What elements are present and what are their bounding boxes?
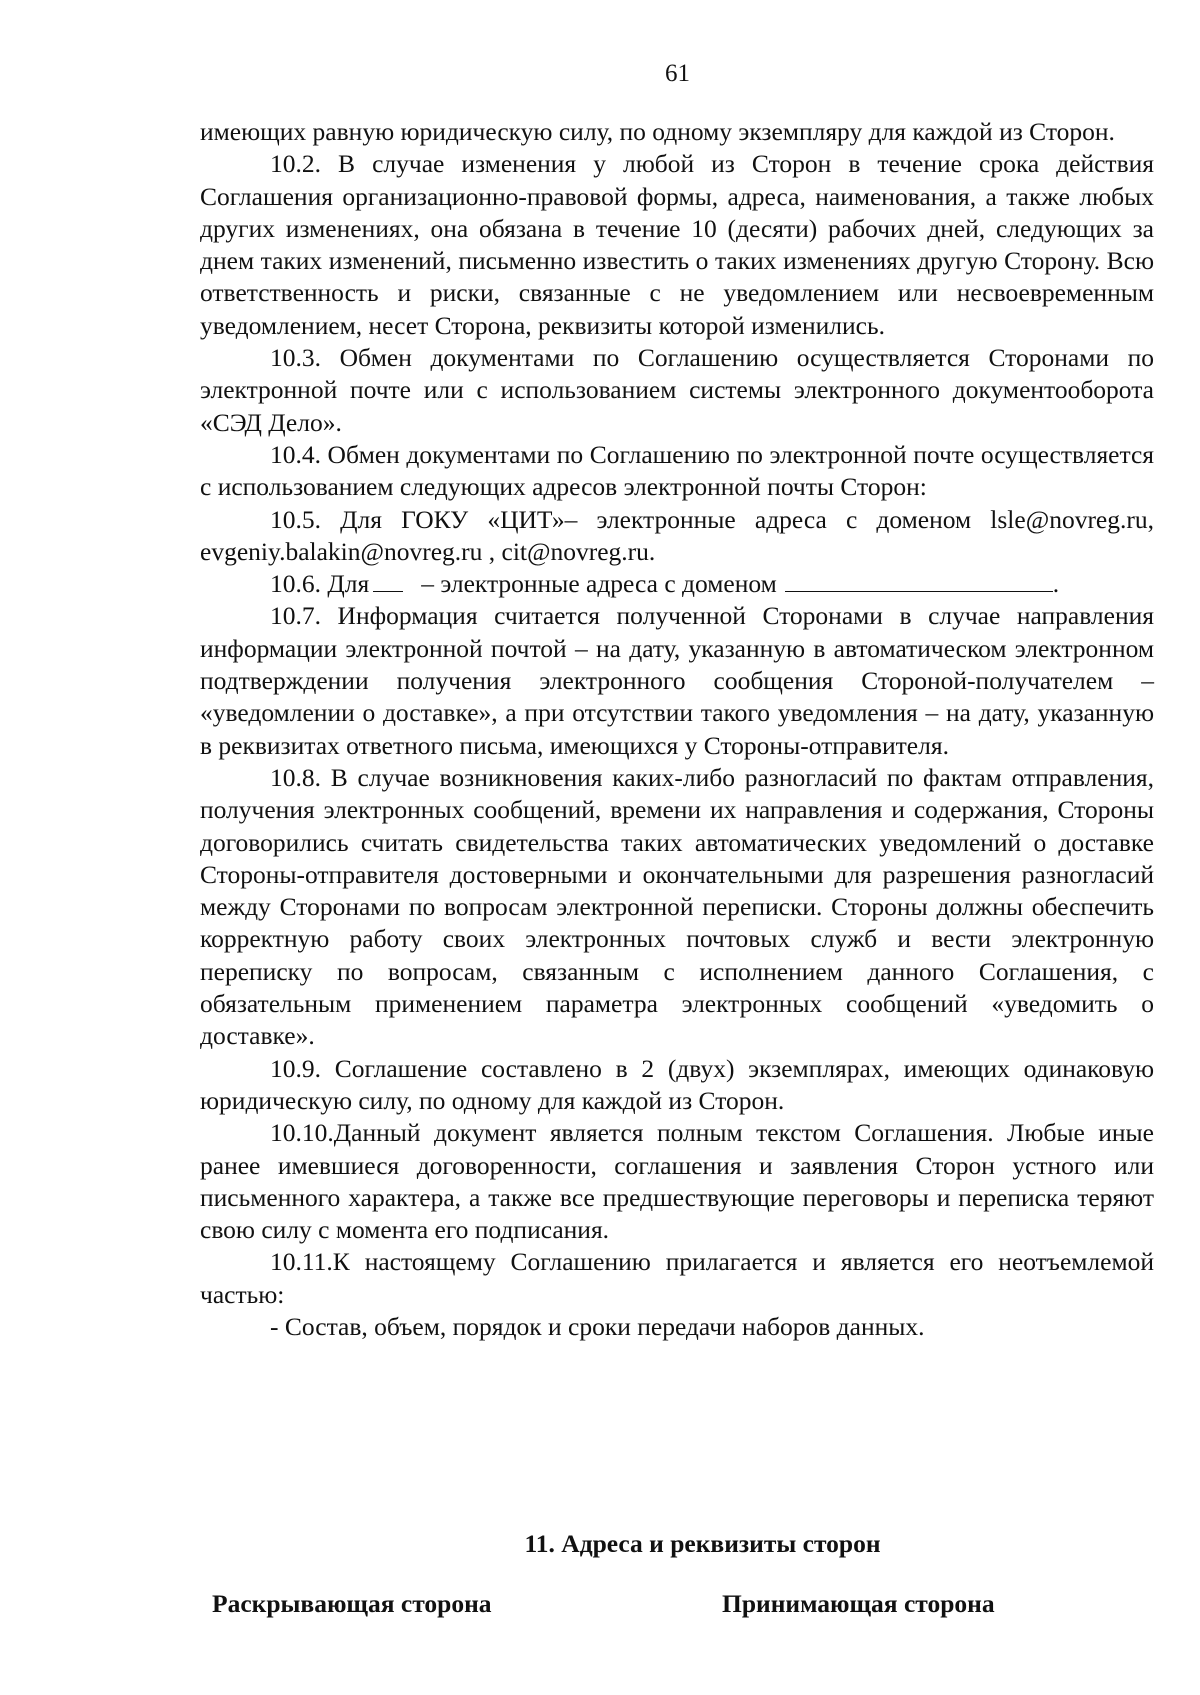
disclosing-party-heading: Раскрывающая сторона (212, 1589, 492, 1618)
receiving-party-heading: Принимающая сторона (722, 1589, 995, 1618)
paragraph-10-6-prefix: 10.6. Для (270, 569, 370, 599)
paragraph-continuation: имеющих равную юридическую силу, по одному экземпляру для каждой из Сторон. (200, 117, 1115, 146)
paragraph-10-8: 10.8. В случае возникновения каких-либо разногласий по фактам отправления, получения электронных сообщений, времени их направления и содержания, Стороны договорились считать свидетельства таких автоматических уведомлений о доставке Стороны-отправителя достоверными и окончательными для разрешения разногласий между Сторонами по вопросам электронной переписки. Стороны должны обеспечить корректную работу своих электронных почтовых служб и вести электронную переписку по вопросам, связанным с исполнением данного Соглашения, с обязательным применением параметра электронных сообщений «уведомить о доставке». (200, 762, 1154, 1051)
page-number: 61 (665, 60, 690, 87)
paragraph-10-10: 10.10.Данный документ является полным текстом Соглашения. Любые иные ранее имевшиеся договоренности, соглашения и заявления Сторон устного или письменного характера, а также все предшествующие переговоры и переписка теряют свою силу с момента его подписания. (200, 1118, 1154, 1245)
paragraph-10-6-middle: – электронные адреса с доменом (421, 569, 777, 599)
paragraph-10-4: 10.4. Обмен документами по Соглашению по электронной почте осуществляется с использованием следующих адресов электронной почты Сторон: (200, 439, 1154, 502)
document-body (200, 116, 1154, 1343)
paragraph-10-6 (200, 568, 1154, 600)
paragraph-10-9: 10.9. Соглашение составлено в 2 (двух) экземплярах, имеющих одинаковую юридическую силу, по одному для каждой из Сторон. (200, 1053, 1154, 1115)
paragraph-10-3: 10.3. Обмен документами по Соглашению осуществляется Сторонами по электронной почте или с использованием системы электронного документооборота «СЭД Дело». (200, 343, 1154, 437)
paragraph-10-2: 10.2. В случае изменения у любой из Сторон в течение срока действия Соглашения организационно-правовой формы, адреса, наименования, а также любых других изменениях, она обязана в течение 10 (десяти) рабочих дней, следующих за днем таких изменений, письменно известить о таких изменениях другую Сторону. Всю ответственность и риски, связанные с не уведомлением или несвоевременным уведомлением, несет Сторона, реквизиты которой изменились. (200, 149, 1154, 340)
section-heading: 11. Адреса и реквизиты сторон (524, 1529, 881, 1558)
paragraph-10-6-suffix: . (1052, 569, 1060, 599)
paragraph-10-7: 10.7. Информация считается полученной Сторонами в случае направления информации электронной почтой – на дату, указанную в автоматическом электронном подтверждении получения электронного сообщения Стороной-получателем – «уведомлении о доставке», а при отсутствии такого уведомления – на дату, указанную в реквизитах ответного письма, имеющихся у Стороны-отправителя. (200, 601, 1154, 760)
paragraph-10-5: 10.5. Для ГОКУ «ЦИТ»– электронные адреса с доменом lsle@novreg.ru, evgeniy.balakin@novreg.ru , cit@novreg.ru. (200, 504, 1154, 566)
paragraph-10-11: 10.11.К настоящему Соглашению прилагается и является его неотъемлемой частью: (200, 1247, 1154, 1309)
blank-line-party (373, 569, 403, 592)
blank-line-domain (785, 569, 1053, 592)
list-item: - Состав, объем, порядок и сроки передачи наборов данных. (270, 1311, 925, 1341)
